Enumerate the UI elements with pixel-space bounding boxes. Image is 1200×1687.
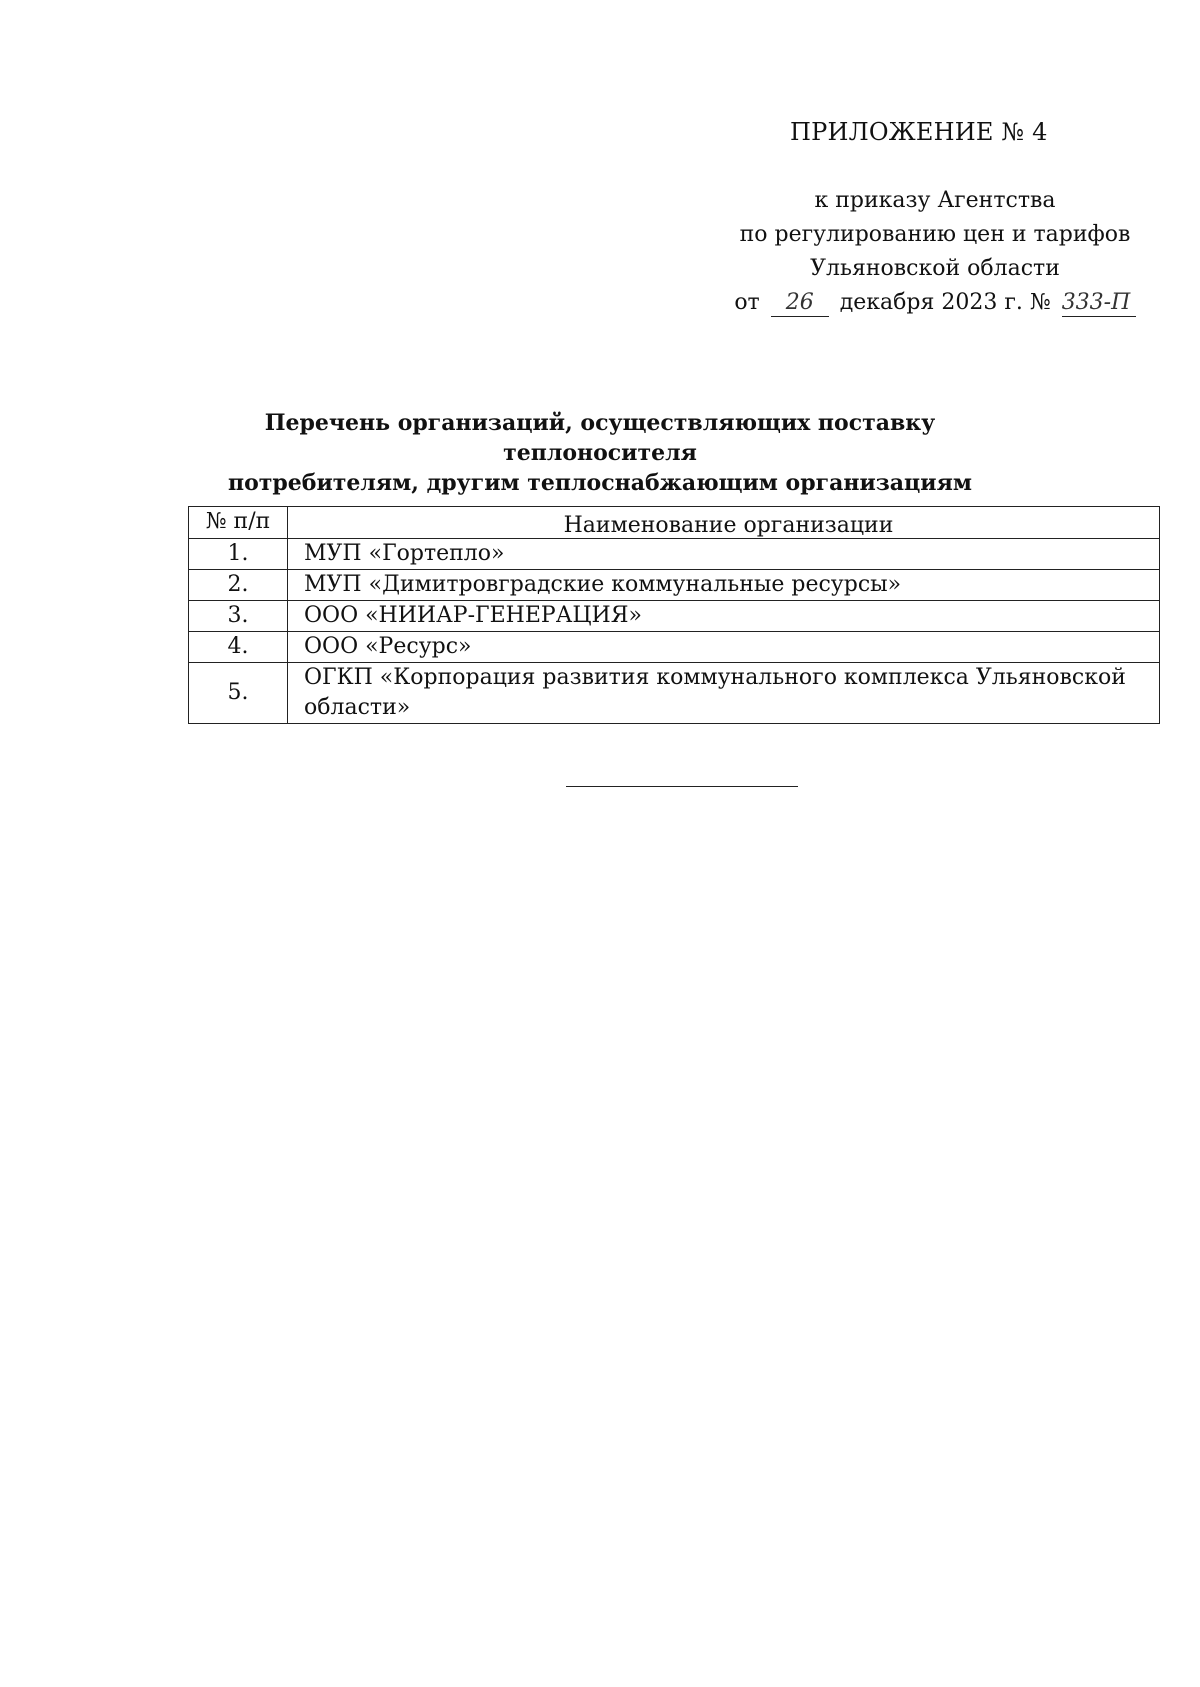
list-title-line: Перечень организаций, осуществляющих поставку теплоносителя: [264, 410, 936, 466]
row-number: 2.: [189, 570, 288, 601]
organization-name: МУП «Димитровградские коммунальные ресурсы»: [288, 570, 1160, 601]
handwritten-order-number: 333-П: [1062, 290, 1136, 317]
table-header-row: [189, 507, 1160, 539]
order-line: к приказу Агентства: [814, 188, 1056, 213]
organization-name: ОГКП «Корпорация развития коммунального комплекса Ульяновской области»: [288, 663, 1160, 724]
list-title-line: потребителям, другим теплоснабжающим организациям: [227, 470, 972, 496]
table-row: [189, 570, 1160, 601]
table-row: [189, 601, 1160, 632]
column-header-name: Наименование организации: [288, 507, 1160, 539]
row-number: 1.: [189, 539, 288, 570]
row-number: 3.: [189, 601, 288, 632]
order-line: Ульяновской области: [810, 256, 1060, 281]
organization-name: ООО «Ресурс»: [288, 632, 1160, 663]
month-year: декабря 2023 г. №: [839, 290, 1051, 315]
order-reference: [720, 184, 1150, 320]
row-number: 4.: [189, 632, 288, 663]
organization-name: ООО «НИИАР-ГЕНЕРАЦИЯ»: [288, 601, 1160, 632]
column-header-number: № п/п: [189, 507, 288, 539]
table-row: [189, 539, 1160, 570]
organizations-table: [188, 506, 1160, 724]
order-line: по регулированию цен и тарифов: [739, 222, 1131, 247]
table-row: [189, 663, 1160, 724]
list-title: [180, 408, 1020, 498]
organization-name: МУП «Гортепло»: [288, 539, 1160, 570]
table-row: [189, 632, 1160, 663]
handwritten-day: 26: [771, 290, 829, 317]
appendix-title: ПРИЛОЖЕНИЕ № 4: [790, 118, 1048, 146]
order-date-line: [720, 286, 1150, 320]
row-number: 5.: [189, 663, 288, 724]
end-divider: [566, 786, 798, 787]
date-prefix: от: [734, 290, 760, 315]
